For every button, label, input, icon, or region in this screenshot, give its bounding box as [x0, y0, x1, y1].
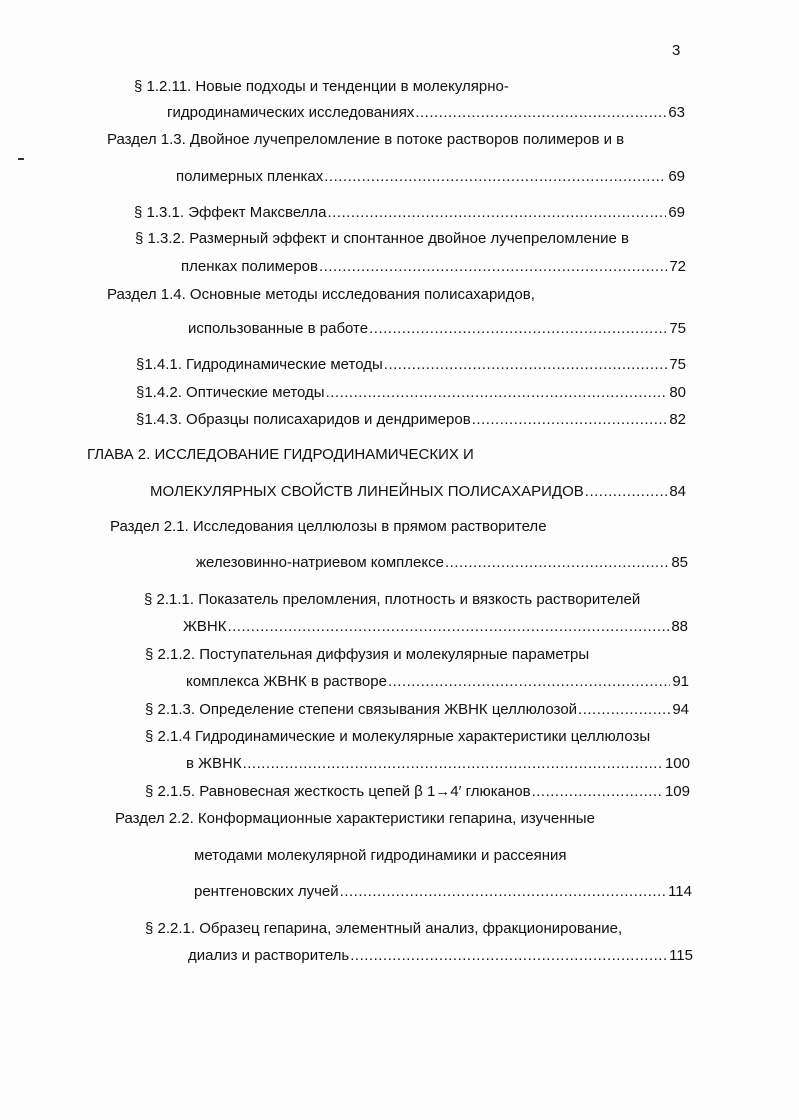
toc-entry-title: § 2.1.3. Определение степени связывания ЖВНК целлюлозой: [145, 701, 578, 718]
chapter-heading: ГЛАВА 2. ИССЛЕДОВАНИЕ ГИДРОДИНАМИЧЕСКИХ И: [87, 446, 474, 463]
toc-entry-title: ЖВНК: [183, 618, 227, 635]
toc-page-number: 115: [669, 947, 693, 964]
toc-entry: [181, 258, 686, 276]
toc-page-number: 63: [668, 104, 685, 121]
toc-line: Раздел 2.2. Конформационные характеристики гепарина, изученные: [115, 810, 595, 827]
toc-entry: [136, 384, 686, 402]
toc-entry: [150, 483, 686, 501]
toc-line: Раздел 1.3. Двойное лучепреломление в потоке растворов полимеров и в: [107, 131, 625, 148]
toc-entry-title: в ЖВНК: [186, 755, 242, 772]
toc-entry-title: § 2.1.5. Равновесная жесткость цепей β 1→4′ глюканов: [145, 783, 531, 800]
leader-dots: [340, 883, 666, 901]
toc-entry: [145, 783, 690, 801]
toc-entry-title: комплекса ЖВНК в растворе: [186, 673, 387, 690]
toc-entry-title: §1.4.3. Образцы полисахаридов и дендримеров: [136, 411, 471, 428]
leader-dots: [328, 204, 667, 222]
toc-entry-title: диализ и растворитель: [188, 947, 350, 964]
leader-dots: [319, 258, 667, 276]
toc-entry-title: полимерных пленках: [176, 168, 324, 185]
leader-dots: [324, 168, 666, 186]
leader-dots: [472, 411, 668, 429]
page-number: 3: [672, 42, 681, 59]
leader-dots: [388, 673, 670, 691]
toc-entry: [194, 883, 692, 901]
leader-dots: [384, 356, 668, 374]
toc-page-number: 91: [672, 673, 689, 690]
leader-dots: [415, 104, 666, 122]
scan-mark: [18, 158, 24, 160]
leader-dots: [369, 320, 667, 338]
toc-entry: [136, 356, 686, 374]
toc-page-number: 100: [664, 755, 690, 772]
toc-entry: [134, 204, 685, 222]
toc-page-number: 75: [669, 356, 686, 373]
toc-entry-title: § 1.3.1. Эффект Максвелла: [134, 204, 327, 221]
toc-page-number: 72: [669, 258, 686, 275]
toc-line: § 1.3.2. Размерный эффект и спонтанное двойное лучепреломление в: [135, 230, 630, 247]
toc-page-number: 75: [669, 320, 686, 337]
leader-dots: [578, 701, 670, 719]
toc-entry: [186, 673, 689, 691]
leader-dots: [585, 483, 668, 501]
toc-entry-title: §1.4.1. Гидродинамические методы: [136, 356, 383, 373]
toc-entry: [186, 755, 690, 773]
toc-page-number: 69: [668, 168, 685, 185]
toc-entry: [188, 947, 693, 965]
toc-page-number: 109: [664, 783, 690, 800]
toc-entry: [167, 104, 685, 122]
toc-entry: [176, 168, 685, 186]
toc-line: методами молекулярной гидродинамики и рассеяния: [194, 847, 567, 864]
toc-entry-title: железовинно-натриевом комплексе: [196, 554, 444, 571]
toc-entry: [136, 411, 686, 429]
toc-entry-title: использованные в работе: [188, 320, 369, 337]
toc-line: § 2.1.4 Гидродинамические и молекулярные характеристики целлюлозы: [145, 728, 651, 745]
toc-entry-title: рентгеновских лучей: [194, 883, 339, 900]
toc-page-number: 80: [669, 384, 686, 401]
leader-dots: [445, 554, 669, 572]
leader-dots: [532, 783, 663, 801]
toc-entry-title: МОЛЕКУЛЯРНЫХ СВОЙСТВ ЛИНЕЙНЫХ ПОЛИСАХАРИДОВ: [150, 483, 584, 500]
toc-line: Раздел 1.4. Основные методы исследования полисахаридов,: [107, 286, 535, 303]
toc-entry-title: §1.4.2. Оптические методы: [136, 384, 325, 401]
toc-page-number: 69: [668, 204, 685, 221]
toc-page-number: 85: [671, 554, 688, 571]
toc-page-number: 82: [669, 411, 686, 428]
toc-entry: [188, 320, 686, 338]
leader-dots: [350, 947, 667, 965]
leader-dots: [227, 618, 669, 636]
toc-entry-title: пленках полимеров: [181, 258, 318, 275]
toc-entry-title: гидродинамических исследованиях: [167, 104, 415, 121]
toc-entry: [196, 554, 688, 572]
toc-line: § 2.1.1. Показатель преломления, плотность и вязкость растворителей: [144, 591, 641, 608]
leader-dots: [326, 384, 668, 402]
toc-page-number: 114: [668, 883, 692, 900]
toc-entry: [145, 701, 689, 719]
toc-entry: [183, 618, 688, 636]
toc-line: Раздел 2.1. Исследования целлюлозы в прямом растворителе: [110, 518, 547, 535]
toc-line: § 1.2.11. Новые подходы и тенденции в молекулярно-: [134, 78, 509, 95]
toc-page-number: 94: [672, 701, 689, 718]
toc-line: § 2.2.1. Образец гепарина, элементный анализ, фракционирование,: [145, 920, 623, 937]
toc-page-number: 88: [671, 618, 688, 635]
leader-dots: [243, 755, 663, 773]
toc-page-number: 84: [669, 483, 686, 500]
toc-line: § 2.1.2. Поступательная диффузия и молекулярные параметры: [145, 646, 590, 663]
